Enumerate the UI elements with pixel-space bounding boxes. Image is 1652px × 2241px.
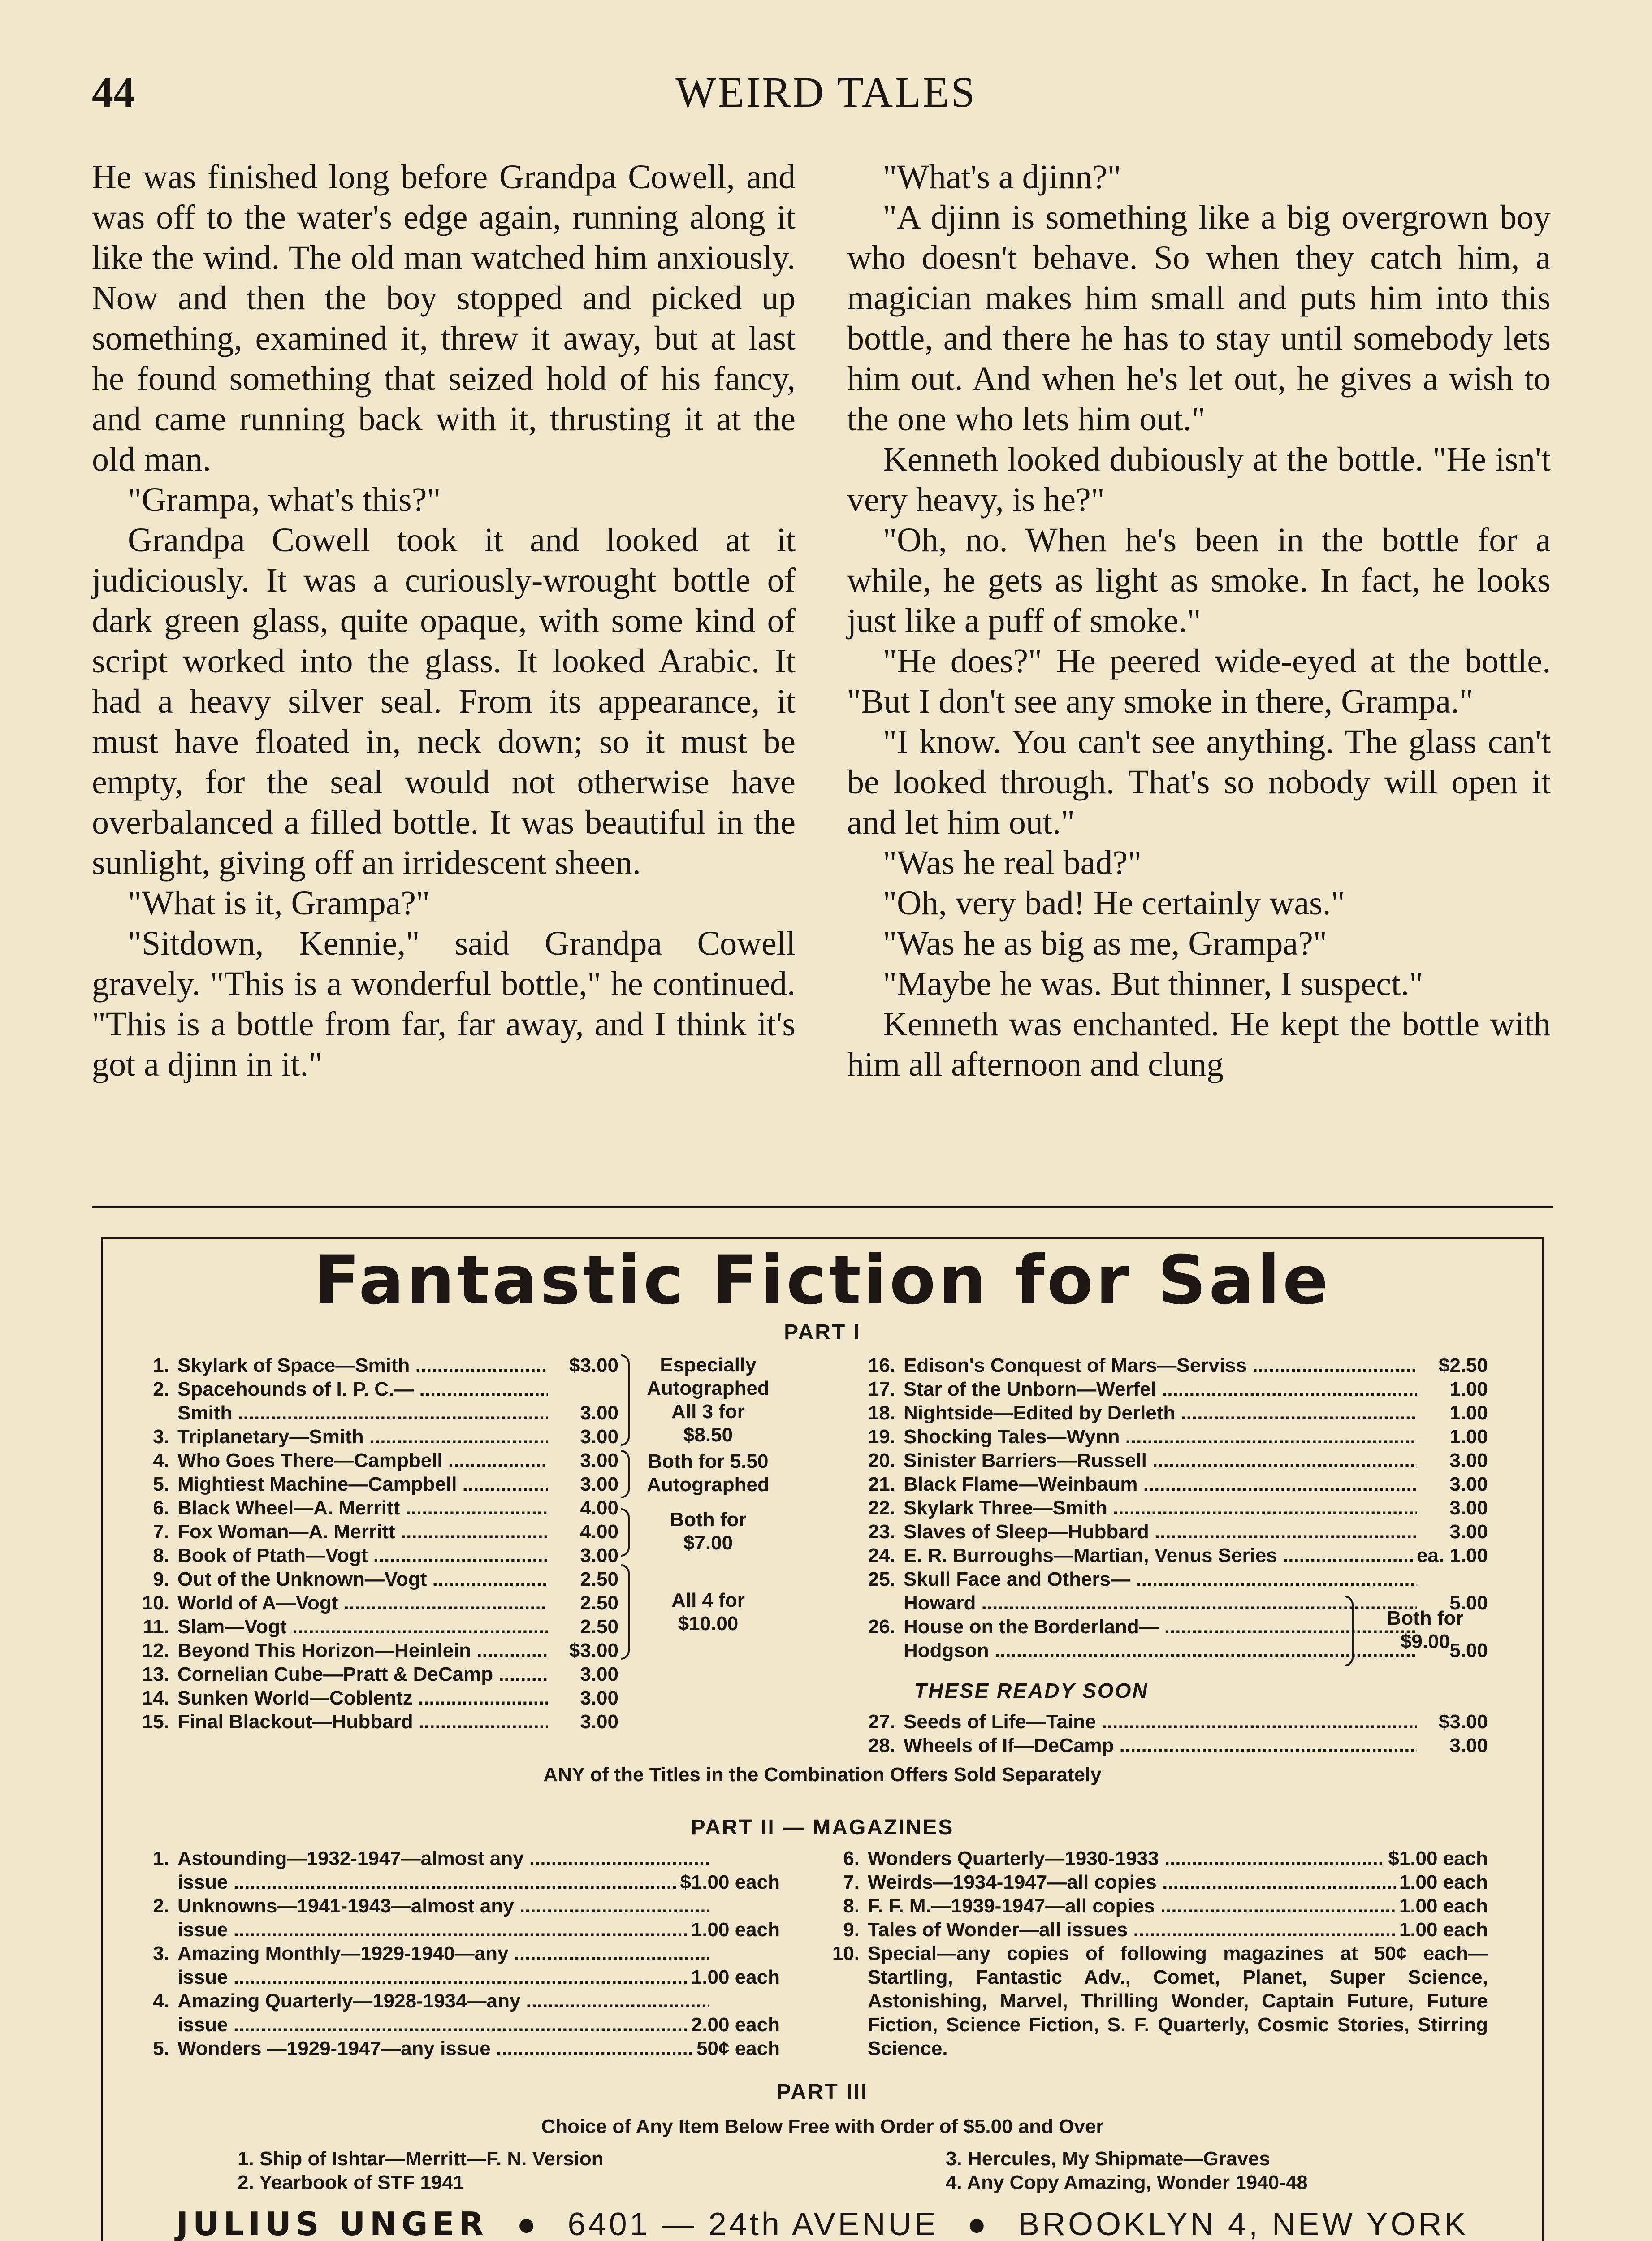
item-title: Mightiest Machine—Campbell ..... (177, 1472, 548, 1496)
item-title: F. F. M.—1939-1947—all copies ..... (868, 1894, 1396, 1918)
item-number: 22. (868, 1497, 895, 1519)
item-price: 2.50 (580, 1568, 618, 1590)
item-number: 2. (153, 1378, 169, 1400)
story-paragraph: "Oh, no. When he's been in the bottle for a while, he gets as light as smoke. In fact, he looks just like a puff of smoke." (847, 521, 1551, 640)
ready-soon-list (861, 1710, 1488, 1757)
list-item (861, 1734, 1488, 1757)
item-number (134, 1918, 169, 1942)
item-title: Book of Ptath—Vogt ..... (177, 1544, 548, 1567)
bullet-separator: ● (967, 2206, 990, 2241)
group-note (1358, 1607, 1492, 1653)
story-paragraph: "Was he as big as me, Grampa?" (883, 925, 1327, 962)
group-note-line: Especially (660, 1354, 757, 1376)
list-item (134, 1639, 618, 1662)
item-number: 1. (153, 1354, 169, 1376)
item-title: Nightside—Edited by Derleth ..... (904, 1401, 1417, 1425)
item-price: 3.00 (1449, 1473, 1488, 1495)
item-title: Shocking Tales—Wynn ..... (904, 1425, 1417, 1449)
item-price: 3.00 (580, 1687, 618, 1709)
item-price: 1.00 (1449, 1426, 1488, 1448)
group-note (636, 1450, 780, 1497)
list-item (861, 1401, 1488, 1425)
item-title: Black Flame—Weinbaum ..... (904, 1472, 1417, 1496)
item-title: Wonders Quarterly—1930-1933 ..... (868, 1847, 1384, 1870)
item-number: 2. (153, 1895, 169, 1917)
part2-left-list (134, 1847, 780, 2060)
story-paragraph: "A djinn is something like a big overgrown boy who doesn't behave. So when they catch him, a magician makes him small and puts him into this bottle, and there he has to stay until somebody lets him out. And when he's let out, he gives a wish to the one who lets him out." (847, 199, 1551, 438)
item-price: $2.50 (1438, 1354, 1488, 1376)
list-item (134, 1894, 780, 1918)
item-price: $3.00 (569, 1354, 618, 1376)
list-item (134, 1662, 618, 1686)
item-price: 2.50 (580, 1592, 618, 1614)
item-number: 17. (868, 1378, 895, 1400)
item-number (861, 1591, 895, 1615)
item-title: Slaves of Sleep—Hubbard ..... (904, 1520, 1417, 1544)
group-note-line: $7.00 (683, 1532, 733, 1554)
item-price (1417, 1567, 1488, 1591)
item-price: 3.00 (580, 1544, 618, 1566)
item-title: Out of the Unknown—Vogt ..... (177, 1567, 548, 1591)
list-item (134, 1449, 618, 1472)
group-brace (621, 1508, 630, 1557)
item-price: 1.00 each (691, 1919, 780, 1941)
item-title: Spacehounds of I. P. C.— ..... (177, 1377, 548, 1401)
ad-title: Fantastic Fiction for Sale (314, 1242, 1331, 1320)
item-title: issue ..... (177, 1918, 688, 1942)
item-price: 3.00 (1449, 1449, 1488, 1471)
item-number: 9. (843, 1919, 860, 1941)
item-number: 13. (142, 1663, 169, 1685)
list-item (861, 1425, 1488, 1449)
part3-left-items (238, 2147, 604, 2194)
group-note (636, 1354, 780, 1447)
item-title: Wheels of If—DeCamp ..... (904, 1734, 1417, 1757)
item-title: E. R. Burroughs—Martian, Venus Series ..... (904, 1544, 1413, 1567)
group-brace (621, 1564, 630, 1660)
item-title: Star of the Unborn—Werfel ..... (904, 1377, 1417, 1401)
item-title: Amazing Monthly—1929-1940—any ..... (177, 1942, 709, 1965)
item-title: Skull Face and Others— ..... (904, 1567, 1417, 1591)
item-number: 5. (153, 2038, 169, 2059)
item-title: World of A—Vogt ..... (177, 1591, 548, 1615)
part2-heading: PART II — MAGAZINES (691, 1816, 954, 1839)
running-head: WEIRD TALES (675, 68, 977, 116)
story-paragraph: He was finished long before Grandpa Cowell, and was off to the water's edge again, running along it like the wind. The old man watched him anxiously. Now and then the boy stopped and picked up something, examined it, threw it away, but at last he found something that seized hold of his fancy, and came running back with it, thrusting it at the old man. (92, 158, 796, 478)
item-title: issue ..... (177, 2013, 688, 2037)
list-item (134, 1965, 780, 1989)
item-number: 18. (868, 1402, 895, 1424)
item-number: 23. (868, 1521, 895, 1543)
item-number: 6. (153, 1497, 169, 1519)
advertiser-name: JULIUS UNGER (176, 2205, 489, 2241)
item-title: Fox Woman—A. Merritt ..... (177, 1520, 548, 1544)
group-note-line: $9.00 (1400, 1631, 1450, 1653)
item-price: 5.00 (1449, 1592, 1488, 1614)
item-price: 3.00 (580, 1711, 618, 1733)
story-left-column (92, 157, 796, 1085)
item-title: Slam—Vogt ..... (177, 1615, 548, 1639)
item-title: Unknowns—1941-1943—almost any ..... (177, 1894, 709, 1918)
item-title: Sinister Barriers—Russell ..... (904, 1449, 1417, 1472)
advertiser-city: BROOKLYN 4, NEW YORK (1018, 2206, 1469, 2241)
item-number: 12. (142, 1640, 169, 1661)
item-number: 8. (843, 1895, 860, 1917)
list-item (134, 1615, 618, 1639)
list-item (134, 1942, 780, 1965)
item-price: 4.00 (580, 1521, 618, 1543)
item-price: 3.00 (1449, 1735, 1488, 1756)
item-number (134, 1870, 169, 1894)
list-item (825, 1894, 1488, 1918)
list-item (861, 1544, 1488, 1567)
page-number: 44 (92, 68, 135, 116)
item-number: 28. (868, 1735, 895, 1756)
item-title: Seeds of Life—Taine ..... (904, 1710, 1417, 1734)
item-title: Sunken World—Coblentz ..... (177, 1686, 548, 1710)
group-brace (1345, 1596, 1354, 1666)
item-title: Triplanetary—Smith ..... (177, 1425, 548, 1449)
item-number: 26. (868, 1616, 895, 1638)
item-number: 15. (142, 1711, 169, 1733)
list-item (134, 1686, 618, 1710)
item-price: $3.00 (569, 1640, 618, 1661)
item-number: 11. (143, 1616, 169, 1638)
item-number: 19. (868, 1426, 895, 1448)
item-price: 1.00 each (1399, 1871, 1488, 1893)
item-number: 4. (153, 1449, 169, 1471)
item-price (548, 1377, 618, 1401)
group-note-line: All 3 for (671, 1401, 745, 1423)
item-price: $1.00 each (1388, 1847, 1488, 1869)
item-price: ea. 1.00 (1416, 1544, 1488, 1566)
item-number: 3. (153, 1942, 169, 1964)
item-title: Edison's Conquest of Mars—Serviss ..... (904, 1354, 1417, 1377)
list-item (134, 1354, 618, 1377)
item-title: Wonders —1929-1947—any issue ..... (177, 2037, 693, 2060)
group-brace (621, 1354, 630, 1446)
list-item (861, 1472, 1488, 1496)
item-price: $3.00 (1438, 1711, 1488, 1733)
item-price: 3.00 (580, 1663, 618, 1685)
item-price: 50¢ each (696, 2038, 780, 2059)
list-item (134, 1847, 780, 1870)
item-title: Final Blackout—Hubbard ..... (177, 1710, 548, 1734)
item-title: Cornelian Cube—Pratt & DeCamp ..... (177, 1662, 548, 1686)
item-price: 1.00 (1449, 1378, 1488, 1400)
part3-item: 2. Yearbook of STF 1941 (238, 2172, 464, 2193)
item-number: 9. (153, 1568, 169, 1590)
item-number (134, 1965, 169, 1989)
story-paragraph: Grandpa Cowell took it and looked at it judiciously. It was a curiously-wrought bottle of dark green glass, quite opaque, with some kind of script worked into the glass. It looked Arabic. It had a heavy silver seal. From its appearance, it must have floated in, neck down; so it must be empty, for the seal would not otherwise have overbalanced a filled bottle. It was beautiful in the sunlight, giving off an irridescent sheen. (92, 521, 796, 882)
item-price: 3.00 (580, 1426, 618, 1448)
list-item (134, 1567, 618, 1591)
item-number: 20. (868, 1449, 895, 1471)
part3-heading: PART III (776, 2080, 869, 2104)
item-price: 3.00 (1449, 1521, 1488, 1543)
item-title: House on the Borderland— ..... (904, 1615, 1417, 1639)
story-paragraph: "What is it, Grampa?" (128, 884, 430, 922)
item-number (861, 1639, 895, 1662)
advertiser-line (101, 2205, 1544, 2241)
item-price: 1.00 (1449, 1402, 1488, 1424)
group-note-line: $8.50 (683, 1424, 733, 1446)
item-title: Skylark Three—Smith ..... (904, 1496, 1417, 1520)
list-item (825, 1870, 1488, 1894)
item-price: 2.50 (580, 1616, 618, 1638)
item-number: 3. (153, 1426, 169, 1448)
group-note (636, 1508, 780, 1555)
list-item (134, 1918, 780, 1942)
item-title: issue ..... (177, 1870, 676, 1894)
group-brace (621, 1450, 630, 1498)
list-item (861, 1377, 1488, 1401)
list-item (825, 1847, 1488, 1870)
item-number (134, 1401, 169, 1425)
list-item (134, 2037, 780, 2060)
item-price: 5.00 (1449, 1640, 1488, 1661)
story-paragraph: "What's a djinn?" (883, 158, 1121, 196)
item-number: 1. (153, 1847, 169, 1869)
group-note-line: All 4 for (671, 1589, 745, 1611)
advertiser-address: 6401 — 24th AVENUE (567, 2206, 938, 2241)
story-paragraph: Kenneth looked dubiously at the bottle. "He isn't very heavy, is he?" (847, 441, 1551, 519)
list-item (825, 1918, 1488, 1942)
list-item (134, 1870, 780, 1894)
item-number: 6. (843, 1847, 860, 1869)
item-number (134, 2013, 169, 2037)
part1-left-list (134, 1354, 618, 1734)
item-price (709, 1989, 780, 2013)
item-number: 14. (142, 1687, 169, 1709)
item-number: 8. (153, 1544, 169, 1566)
group-note-line: Both for 5.50 (648, 1450, 769, 1472)
list-item (134, 1496, 618, 1520)
story-paragraph: "Oh, very bad! He certainly was." (883, 884, 1345, 922)
story-paragraph: "Maybe he was. But thinner, I suspect." (883, 965, 1423, 1003)
item-price (709, 1942, 780, 1965)
item-title: Astounding—1932-1947—almost any ..... (177, 1847, 709, 1870)
list-item (134, 1520, 618, 1544)
part3-item: 3. Hercules, My Shipmate—Graves (946, 2148, 1270, 2170)
item-price: 3.00 (1449, 1497, 1488, 1519)
part3-item: 1. Ship of Ishtar—Merritt—F. N. Version (238, 2148, 604, 2170)
ad-top-rule (92, 1206, 1553, 1208)
item-price: 3.00 (580, 1402, 618, 1424)
list-item (134, 1710, 618, 1734)
part2-special (825, 1942, 1488, 2060)
group-note-line: Both for (670, 1509, 747, 1531)
group-note-line: $10.00 (678, 1613, 739, 1635)
ready-soon-label: THESE READY SOON (914, 1679, 1149, 1702)
item-number: 10. (142, 1592, 169, 1614)
list-item (861, 1496, 1488, 1520)
item-number: 16. (868, 1354, 895, 1376)
item-number: 5. (153, 1473, 169, 1495)
item-title: Black Wheel—A. Merritt ..... (177, 1496, 548, 1520)
item-price: 1.00 each (1399, 1919, 1488, 1941)
list-item (134, 1989, 780, 2013)
item-title: Howard ..... (904, 1591, 1417, 1615)
item-price: 2.00 each (691, 2014, 780, 2036)
item-price: 4.00 (580, 1497, 618, 1519)
list-item (134, 1591, 618, 1615)
story-paragraph: "I know. You can't see anything. The glass can't be looked through. That's so nobody will open it and let him out." (847, 723, 1551, 841)
list-item (134, 1544, 618, 1567)
list-item (134, 1472, 618, 1496)
item-title: Skylark of Space—Smith ..... (177, 1354, 548, 1377)
part3-item: 4. Any Copy Amazing, Wonder 1940-48 (946, 2172, 1308, 2193)
item-title: Amazing Quarterly—1928-1934—any ..... (177, 1989, 709, 2013)
item-number: 25. (868, 1568, 895, 1590)
list-item (861, 1567, 1488, 1591)
item-price: 1.00 each (691, 1966, 780, 1988)
item-number: 4. (153, 1990, 169, 2012)
item-number: 21. (868, 1473, 895, 1495)
list-item (134, 1401, 618, 1425)
list-item (861, 1449, 1488, 1472)
story-paragraph: "Sitdown, Kennie," said Grandpa Cowell gravely. "This is a wonderful bottle," he continued. "This is a bottle from far, far away, and I think it's got a djinn in it." (92, 925, 796, 1083)
item-number: 10. (832, 1942, 860, 1964)
item-title: issue ..... (177, 1965, 688, 1989)
story-paragraph: "Was he real bad?" (883, 844, 1142, 882)
list-item (861, 1520, 1488, 1544)
part3-intro: Choice of Any Item Below Free with Order of $5.00 and Over (541, 2116, 1104, 2137)
group-note-line: Autographed (647, 1474, 770, 1496)
bullet-separator: ● (517, 2206, 539, 2241)
item-title: Hodgson ..... (904, 1639, 1417, 1662)
list-item (861, 1354, 1488, 1377)
item-number: 24. (868, 1544, 895, 1566)
item-price: 1.00 each (1399, 1895, 1488, 1917)
list-item (134, 1377, 618, 1401)
item-price (709, 1847, 780, 1870)
special-text: Special—any copies of following magazines at 50¢ each—Startling, Fantastic Adv., Comet, Planet, Super Science, Astonishing, Marvel, Thrilling Wonder, Captain Future, Future Fiction, Science Fiction, S. F. Quarterly, Cosmic Stories, Stirring Science. (868, 1942, 1488, 2059)
part3-right-items (946, 2147, 1308, 2194)
item-price (709, 1894, 780, 1918)
combination-note: ANY of the Titles in the Combination Offers Sold Separately (543, 1764, 1102, 1786)
item-price: 3.00 (580, 1473, 618, 1495)
story-paragraph: Kenneth was enchanted. He kept the bottle with him all afternoon and clung (847, 1005, 1551, 1083)
item-number: 7. (153, 1521, 169, 1543)
item-number: 7. (843, 1871, 860, 1893)
group-note-line: Autographed (647, 1377, 770, 1399)
story-right-column (847, 157, 1551, 1085)
item-title: Weirds—1934-1947—all copies ..... (868, 1870, 1396, 1894)
list-item (134, 1425, 618, 1449)
item-title: Who Goes There—Campbell ..... (177, 1449, 548, 1472)
item-title: Tales of Wonder—all issues ..... (868, 1918, 1396, 1942)
group-note (636, 1589, 780, 1635)
list-item (861, 1710, 1488, 1734)
item-price: 3.00 (580, 1449, 618, 1471)
story-paragraph: "Grampa, what's this?" (128, 481, 441, 519)
item-price: $1.00 each (680, 1871, 780, 1893)
part1-heading: PART I (784, 1320, 861, 1344)
group-note-line: Both for (1387, 1607, 1464, 1629)
story-paragraph: "He does?" He peered wide-eyed at the bottle. "But I don't see any smoke in there, Grampa." (847, 642, 1551, 720)
item-title: Smith ..... (177, 1401, 548, 1425)
list-item (134, 2013, 780, 2037)
item-title: Beyond This Horizon—Heinlein ..... (177, 1639, 548, 1662)
part2-right-list (825, 1847, 1488, 1942)
item-number: 27. (868, 1711, 895, 1733)
